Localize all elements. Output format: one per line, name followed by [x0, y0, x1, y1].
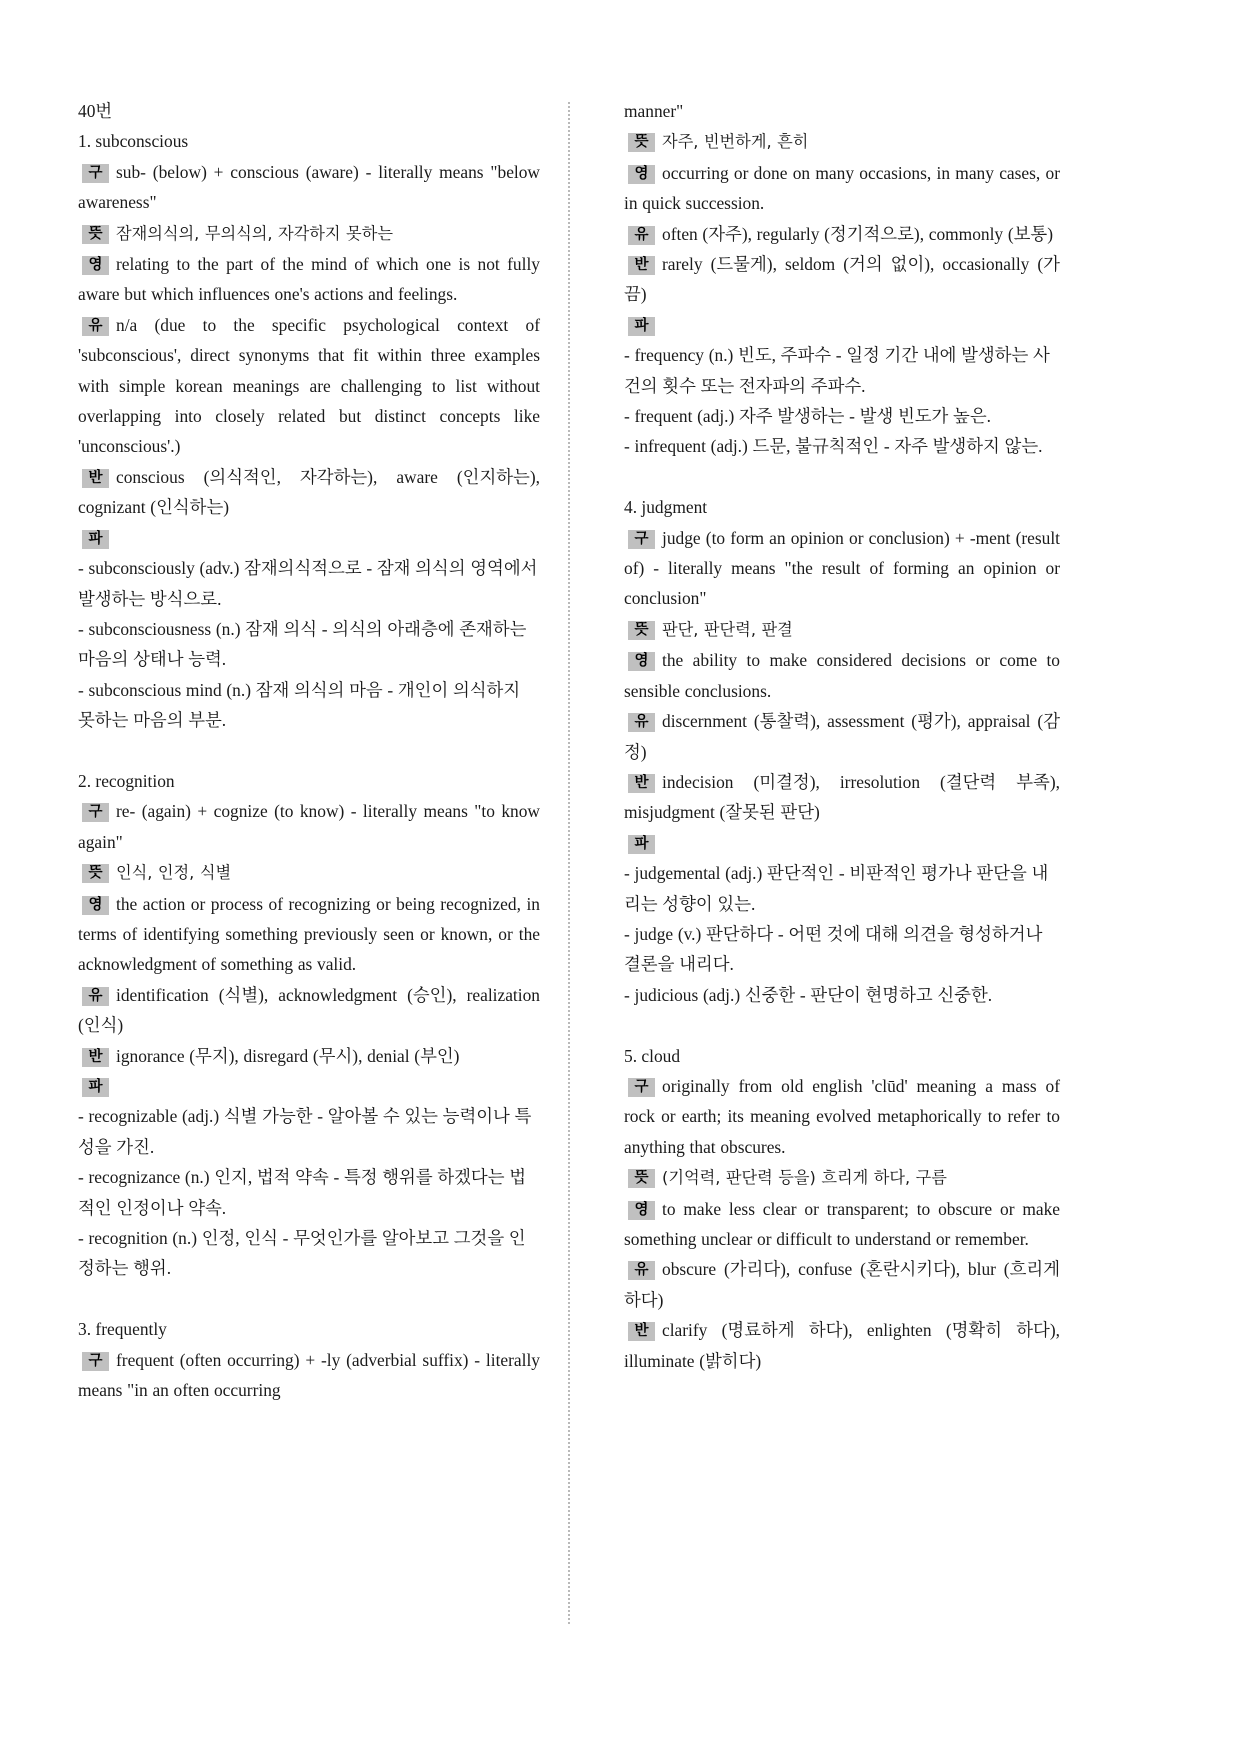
meaning-ko-text: 자주, 빈번하게, 흔히 — [662, 132, 809, 152]
definition-en-line — [624, 1194, 1060, 1255]
entry-word: cloud — [641, 1045, 681, 1066]
meaning-badge: 뜻 — [82, 864, 109, 883]
antonyms-text: ignorance (무지), disregard (무시), denial (부인) — [116, 1045, 460, 1066]
antonyms-line — [78, 1041, 540, 1071]
meaning-ko-line — [624, 126, 1060, 157]
entry-word: frequently — [95, 1319, 167, 1340]
antonyms-badge: 반 — [628, 774, 655, 793]
meaning-ko-line — [624, 614, 1060, 645]
left-column — [78, 96, 554, 1405]
synonyms-text: n/a (due to the specific psychological context of 'subconscious', direct synonyms that fit within three examples with simple korean meanings are challenging to list without overlapping into closely related but distinct concepts like 'unconscious'.) — [78, 314, 540, 457]
definition-en-text: occurring or done on many occasions, in many cases, or in quick succession. — [624, 162, 1060, 214]
etymology-line — [624, 523, 1060, 614]
synonyms-badge: 유 — [628, 713, 655, 732]
derivatives-badge: 파 — [628, 835, 655, 854]
meaning-ko-line — [624, 1162, 1060, 1193]
etymology-text: sub- (below) + conscious (aware) - literally means "below awareness" — [78, 161, 540, 213]
derivatives-badge: 파 — [628, 317, 655, 336]
synonyms-line — [624, 706, 1060, 767]
entry-headword — [78, 766, 540, 796]
synonyms-line — [624, 219, 1060, 249]
entry-3-part2 — [624, 96, 1060, 462]
meaning-ko-text: (기억력, 판단력 등을) 흐리게 하다, 구름 — [662, 1168, 947, 1188]
derivative-item: - recognition (n.) 인정, 인식 - 무엇인가를 알아보고 그것을 인정하는 행위. — [78, 1228, 526, 1279]
entry-word: recognition — [95, 770, 175, 791]
antonyms-line — [624, 1315, 1060, 1376]
definition-en-line — [78, 889, 540, 980]
definition-badge: 영 — [82, 256, 109, 275]
antonyms-text: clarify (명료하게 하다), enlighten (명확히 하다), illuminate (밝히다) — [624, 1320, 1060, 1371]
entry-headword — [78, 126, 540, 156]
definition-en-line — [624, 158, 1060, 219]
derivative-item: - frequent (adj.) 자주 발생하는 - 발생 빈도가 높은. — [624, 406, 992, 427]
entry-2 — [78, 766, 540, 1284]
derivatives-heading — [78, 523, 540, 553]
etymology-badge: 구 — [82, 803, 109, 822]
etymology-text: originally from old english 'clūd' meaning a mass of rock or earth; its meaning evolved metaphorically to refer to anything that obscures. — [624, 1075, 1060, 1157]
derivative-item: - judgemental (adj.) 판단적인 - 비판적인 평가나 판단을 내리는 성향이 있는. — [624, 863, 1049, 914]
entry-1 — [78, 126, 540, 735]
synonyms-badge: 유 — [82, 987, 109, 1006]
antonyms-text: rarely (드물게), seldom (거의 없이), occasionally (가끔) — [624, 254, 1060, 305]
entry-word: judgment — [641, 497, 708, 518]
derivative-item: - subconsciousness (n.) 잠재 의식 - 의식의 아래층에 존재하는 마음의 상태나 능력. — [78, 618, 527, 670]
definition-en-line — [624, 645, 1060, 706]
antonyms-line — [624, 767, 1060, 828]
derivative-item: - judge (v.) 판단하다 - 어떤 것에 대해 의견을 형성하거나 결론을 내리다. — [624, 923, 1043, 975]
synonyms-text: often (자주), regularly (정기적으로), commonly (보통) — [662, 223, 1054, 244]
synonyms-line — [624, 1254, 1060, 1315]
meaning-ko-text: 판단, 판단력, 판결 — [662, 619, 793, 639]
definition-en-line — [78, 249, 540, 310]
entry-number: 2. — [78, 770, 92, 791]
definition-en-text: relating to the part of the mind of which one is not fully aware but which influences one's actions and feelings. — [78, 254, 540, 305]
entry-number: 4. — [624, 497, 638, 518]
right-column — [584, 96, 1060, 1376]
etymology-text: judge (to form an opinion or conclusion) + -ment (result of) - literally means "the result of forming an opinion or conclusion" — [624, 527, 1060, 609]
synonyms-line — [78, 980, 540, 1041]
page-title: 40번 — [78, 101, 113, 121]
etymology-line — [78, 157, 540, 218]
entry-headword — [624, 492, 1060, 522]
meaning-ko-line — [78, 218, 540, 249]
meaning-badge: 뜻 — [628, 621, 655, 640]
synonyms-text: identification (식별), acknowledgment (승인), realization (인식) — [78, 984, 540, 1036]
etymology-badge: 구 — [82, 1352, 109, 1371]
entry-number: 3. — [78, 1319, 92, 1340]
etymology-badge: 구 — [628, 530, 655, 549]
derivative-item: - subconsciously (adv.) 잠재의식적으로 - 잠재 의식의 영역에서 발생하는 방식으로. — [78, 558, 538, 609]
etymology-line — [78, 796, 540, 857]
entry-5 — [624, 1041, 1060, 1376]
derivative-item: - judicious (adj.) 신중한 - 판단이 현명하고 신중한. — [624, 984, 993, 1005]
meaning-badge: 뜻 — [628, 1169, 655, 1188]
definition-badge: 영 — [628, 165, 655, 184]
antonyms-badge: 반 — [628, 256, 655, 275]
definition-badge: 영 — [628, 1201, 655, 1220]
entry-number: 1. — [78, 131, 92, 152]
derivatives-heading — [624, 310, 1060, 340]
derivatives-badge: 파 — [82, 1078, 109, 1097]
two-column-body — [78, 96, 1162, 1696]
meaning-badge: 뜻 — [628, 133, 655, 152]
meaning-ko-text: 인식, 인정, 식별 — [116, 863, 232, 883]
antonyms-text: conscious (의식적인, 자각하는), aware (인지하는), cognizant (인식하는) — [78, 466, 540, 518]
entry-3-part1 — [78, 1314, 540, 1405]
definition-en-text: the action or process of recognizing or being recognized, in terms of identifying something previously seen or known, or the acknowledgment of something as valid. — [78, 893, 540, 975]
synonyms-text: obscure (가리다), confuse (혼란시키다), blur (흐리게 하다) — [624, 1259, 1060, 1310]
definition-badge: 영 — [628, 652, 655, 671]
derivative-item: - infrequent (adj.) 드문, 불규칙적인 - 자주 발생하지 않는. — [624, 436, 1043, 457]
etymology-text-continuation: manner" — [624, 101, 684, 121]
synonyms-badge: 유 — [628, 1261, 655, 1280]
derivative-item: - recognizance (n.) 인지, 법적 약속 - 특정 행위를 하겠다는 법적인 인정이나 약속. — [78, 1167, 527, 1218]
derivatives-heading — [78, 1071, 540, 1101]
derivatives-badge: 파 — [82, 530, 109, 549]
meaning-badge: 뜻 — [82, 225, 109, 244]
etymology-line — [624, 1071, 1060, 1162]
etymology-text: re- (again) + cognize (to know) - literally means "to know again" — [78, 801, 540, 852]
antonyms-line — [78, 462, 540, 523]
entry-4 — [624, 492, 1060, 1010]
derivative-item: - recognizable (adj.) 식별 가능한 - 알아볼 수 있는 능력이나 특성을 가진. — [78, 1106, 532, 1157]
synonyms-badge: 유 — [628, 226, 655, 245]
etymology-line — [78, 1345, 540, 1406]
meaning-ko-line — [78, 857, 540, 888]
etymology-badge: 구 — [82, 164, 109, 183]
entry-headword — [78, 1314, 540, 1344]
column-divider — [568, 102, 570, 1624]
definition-badge: 영 — [82, 896, 109, 915]
etymology-badge: 구 — [628, 1078, 655, 1097]
synonyms-line — [78, 310, 540, 462]
definition-en-text: to make less clear or transparent; to obscure or make something unclear or difficult to understand or remember. — [624, 1198, 1060, 1249]
antonyms-text: indecision (미결정), irresolution (결단력 부족), misjudgment (잘못된 판단) — [624, 771, 1060, 823]
entry-headword — [624, 1041, 1060, 1071]
entry-number: 5. — [624, 1045, 638, 1066]
entry-word: subconscious — [95, 131, 189, 152]
synonyms-text: discernment (통찰력), assessment (평가), appraisal (감정) — [624, 711, 1060, 762]
synonyms-badge: 유 — [82, 317, 109, 336]
definition-en-text: the ability to make considered decisions or come to sensible conclusions. — [624, 650, 1060, 701]
antonyms-badge: 반 — [82, 1048, 109, 1067]
meaning-ko-text: 잠재의식의, 무의식의, 자각하지 못하는 — [116, 223, 393, 243]
derivative-item: - frequency (n.) 빈도, 주파수 - 일정 기간 내에 발생하는 사건의 횟수 또는 전자파의 주파수. — [624, 345, 1050, 396]
antonyms-line — [624, 249, 1060, 310]
antonyms-badge: 반 — [82, 469, 109, 488]
etymology-text-part1: frequent (often occurring) + -ly (adverbial suffix) - literally means "in an often occurring — [78, 1349, 540, 1401]
derivatives-heading — [624, 828, 1060, 858]
derivative-item: - subconscious mind (n.) 잠재 의식의 마음 - 개인이 의식하지 못하는 마음의 부분. — [78, 679, 521, 731]
antonyms-badge: 반 — [628, 1322, 655, 1341]
